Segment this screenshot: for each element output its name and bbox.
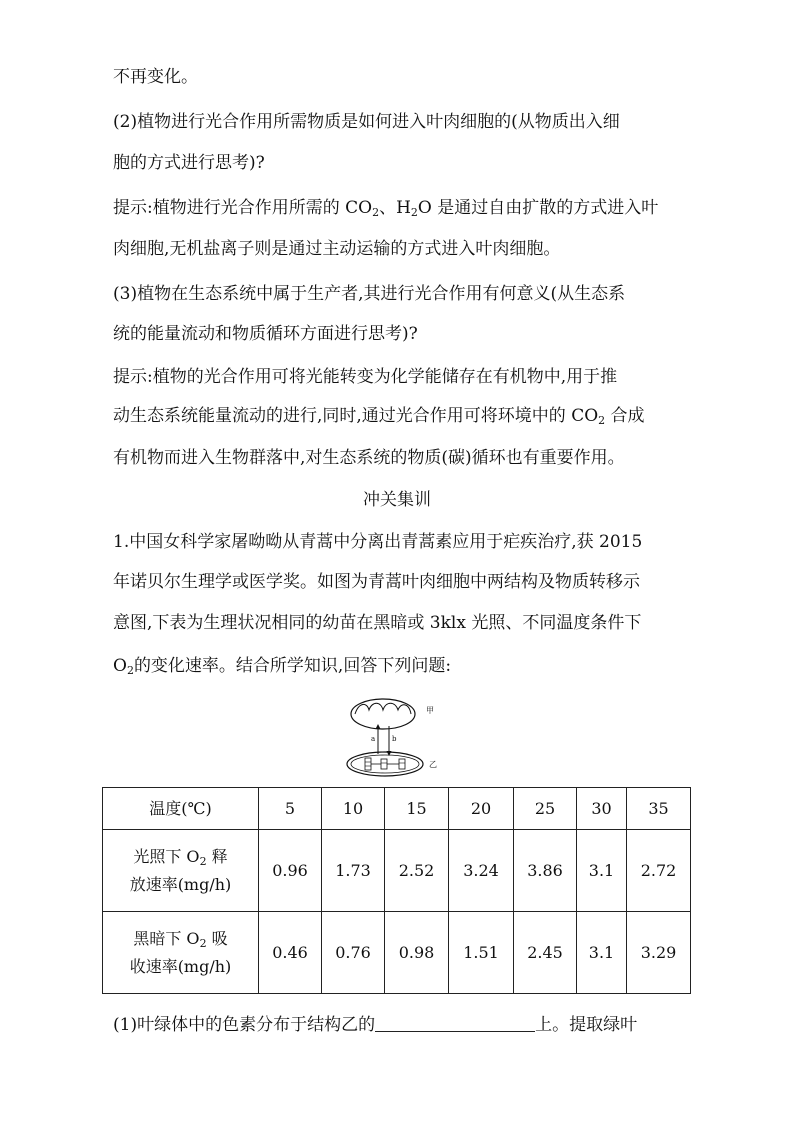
- question-3-cont: [113, 323, 418, 345]
- text: (1)叶绿体中的色素分布于结构乙的: [113, 1015, 376, 1035]
- text: 提示:植物进行光合作用所需的 CO: [113, 198, 373, 218]
- question-1: [113, 531, 642, 553]
- header-label-cell: 温度(℃): [103, 788, 259, 830]
- question-1-cont-3: [113, 655, 451, 677]
- row-label-cell: [103, 830, 259, 912]
- text: 合成: [605, 406, 645, 426]
- row-label-line: 收速率(mg/h): [129, 956, 232, 976]
- hint-2: [113, 197, 658, 219]
- subscript: 2: [410, 206, 418, 219]
- chloroplast-yi: [347, 752, 423, 776]
- text: 1.中国女科学家屠呦呦从青蒿中分离出青蒿素应用于疟疾治疗,获 2015: [113, 532, 643, 552]
- text-line-1: [113, 66, 198, 88]
- row-label-line: [103, 925, 258, 953]
- subscript: 2: [126, 664, 134, 677]
- text: 的变化速率。结合所学知识,回答下列问题:: [133, 656, 452, 676]
- value-cell: 3.29: [627, 912, 691, 994]
- value-cell: 3.1: [577, 830, 627, 912]
- value-cell: 2.52: [385, 830, 449, 912]
- question-1-cont: [113, 571, 640, 593]
- value-cell: 0.76: [322, 912, 385, 994]
- value-cell: 1.73: [322, 830, 385, 912]
- text: 光照下 O: [133, 846, 200, 866]
- label-jia: 甲: [426, 706, 434, 715]
- row-label-line: 放速率(mg/h): [129, 874, 232, 894]
- subscript: 2: [598, 414, 606, 427]
- temp-cell: 10: [322, 788, 385, 830]
- temp-cell: 15: [385, 788, 449, 830]
- table-row-dark: [103, 912, 691, 994]
- value-cell: 3.24: [449, 830, 514, 912]
- label-b: b: [392, 735, 397, 743]
- value-cell: 3.86: [514, 830, 577, 912]
- value-cell: 2.72: [627, 830, 691, 912]
- hint-2-cont: [113, 238, 560, 260]
- section-heading: [0, 489, 794, 511]
- hint-3-cont-2: [113, 447, 625, 469]
- text: 冲关集训: [363, 490, 431, 510]
- hint-3: [113, 366, 617, 388]
- text: 释: [206, 846, 228, 866]
- question-2-cont: [113, 152, 265, 174]
- text: (3)植物在生态系统中属于生产者,其进行光合作用有何意义(从生态系: [113, 284, 626, 304]
- text: 不再变化。: [113, 67, 198, 87]
- label-yi: 乙: [429, 760, 437, 769]
- question-1-cont-2: [113, 612, 641, 634]
- subscript: 2: [199, 854, 207, 868]
- table-header-row: [103, 788, 691, 830]
- value-cell: 0.46: [259, 912, 322, 994]
- temp-cell: 20: [449, 788, 514, 830]
- answer-blank[interactable]: [375, 1013, 535, 1032]
- row-label-cell: [103, 912, 259, 994]
- text: O 是通过自由扩散的方式进入叶: [417, 198, 659, 218]
- text: 统的能量流动和物质循环方面进行思考)?: [113, 324, 418, 344]
- organelle-diagram: [345, 696, 445, 780]
- question-2: [113, 111, 620, 133]
- rate-table: [102, 787, 691, 994]
- text: 意图,下表为生理状况相同的幼苗在黑暗或 3klx 光照、不同温度条件下: [113, 613, 642, 633]
- value-cell: 2.45: [514, 912, 577, 994]
- table-row-light: [103, 830, 691, 912]
- text: 肉细胞,无机盐离子则是通过主动运输的方式进入叶肉细胞。: [113, 239, 561, 259]
- value-cell: 0.98: [385, 912, 449, 994]
- row-label-line: [103, 843, 258, 871]
- subscript: 2: [199, 936, 207, 950]
- text: 、H: [379, 198, 411, 218]
- label-a: a: [371, 735, 376, 743]
- temp-cell: 25: [514, 788, 577, 830]
- temp-cell: 5: [259, 788, 322, 830]
- subscript: 2: [372, 206, 380, 219]
- sub-question-1: [113, 1013, 637, 1036]
- hint-3-cont: [113, 405, 645, 427]
- question-3: [113, 283, 625, 305]
- temp-cell: 30: [577, 788, 627, 830]
- text: 胞的方式进行思考)?: [113, 153, 265, 173]
- value-cell: 1.51: [449, 912, 514, 994]
- text: 有机物而进入生物群落中,对生态系统的物质(碳)循环也有重要作用。: [113, 448, 625, 468]
- text: (2)植物进行光合作用所需物质是如何进入叶肉细胞的(从物质出入细: [113, 112, 620, 132]
- text: 动生态系统能量流动的进行,同时,通过光合作用可将环境中的 CO: [113, 406, 599, 426]
- temp-cell: 35: [627, 788, 691, 830]
- value-cell: 3.1: [577, 912, 627, 994]
- value-cell: 0.96: [259, 830, 322, 912]
- text: 吸: [206, 928, 228, 948]
- mitochondrion-jia: [351, 699, 415, 729]
- text: 年诺贝尔生理学或医学奖。如图为青蒿叶肉细胞中两结构及物质转移示: [113, 572, 640, 592]
- text: 黑暗下 O: [133, 928, 200, 948]
- text: O: [113, 656, 127, 676]
- text: 提示:植物的光合作用可将光能转变为化学能储存在有机物中,用于推: [113, 367, 618, 387]
- text: 上。提取绿叶: [535, 1015, 638, 1035]
